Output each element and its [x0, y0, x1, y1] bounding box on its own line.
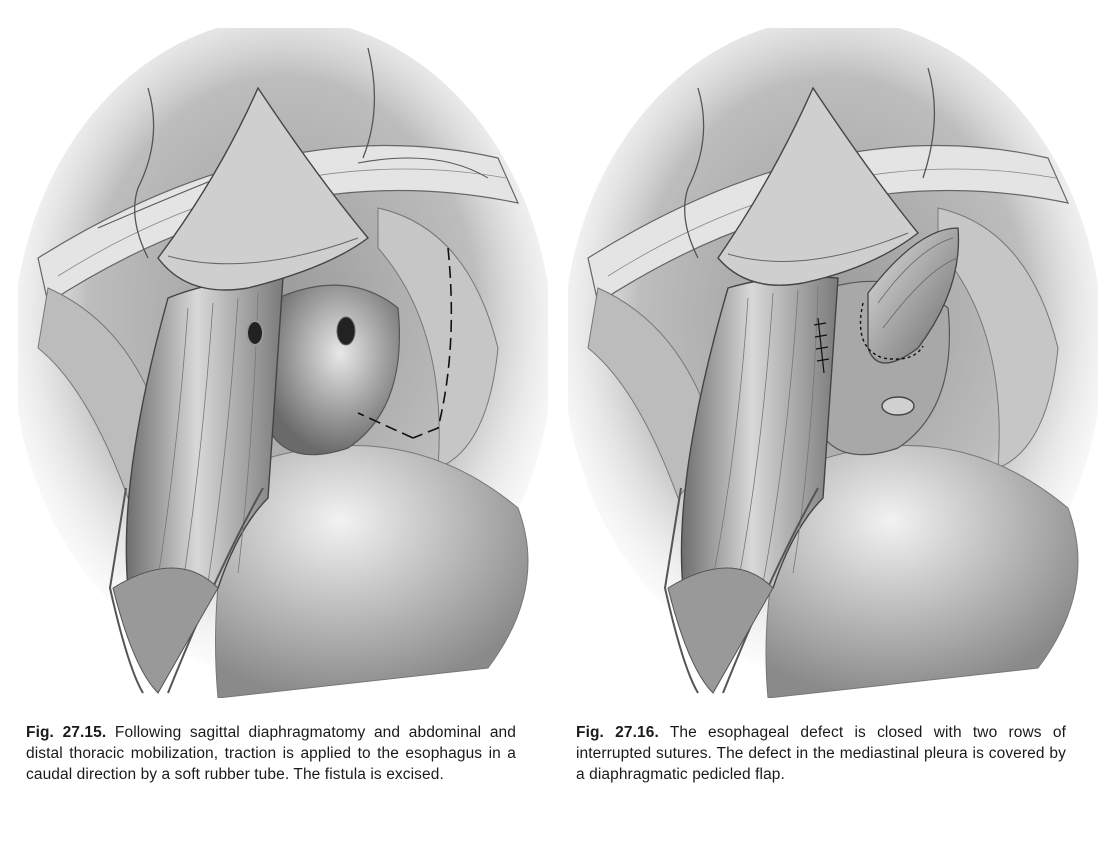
caption-text: The esophageal defect is closed with two rows of interrupted sutures. The defect in the mediastinal pleura is covered by a diaphragmatic pedicled flap.: [576, 724, 1066, 783]
caption-text: Following sagittal diaphragmatomy and abdominal and distal thoracic mobilization, traction is applied to the esophagus in a caudal direction by a soft rubber tube. The fistula is excised.: [26, 724, 516, 783]
illustration-fig-27-15: [18, 28, 548, 698]
figure-label: Fig. 27.16.: [576, 724, 659, 741]
surgical-drawing-fistula-excision: [18, 28, 548, 698]
caption-fig-27-15: [26, 722, 516, 785]
caption-fig-27-16: [576, 722, 1066, 785]
surgical-drawing-sutured-defect: [568, 28, 1098, 698]
figure-label: Fig. 27.15.: [26, 724, 107, 741]
illustration-fig-27-16: [568, 28, 1098, 698]
